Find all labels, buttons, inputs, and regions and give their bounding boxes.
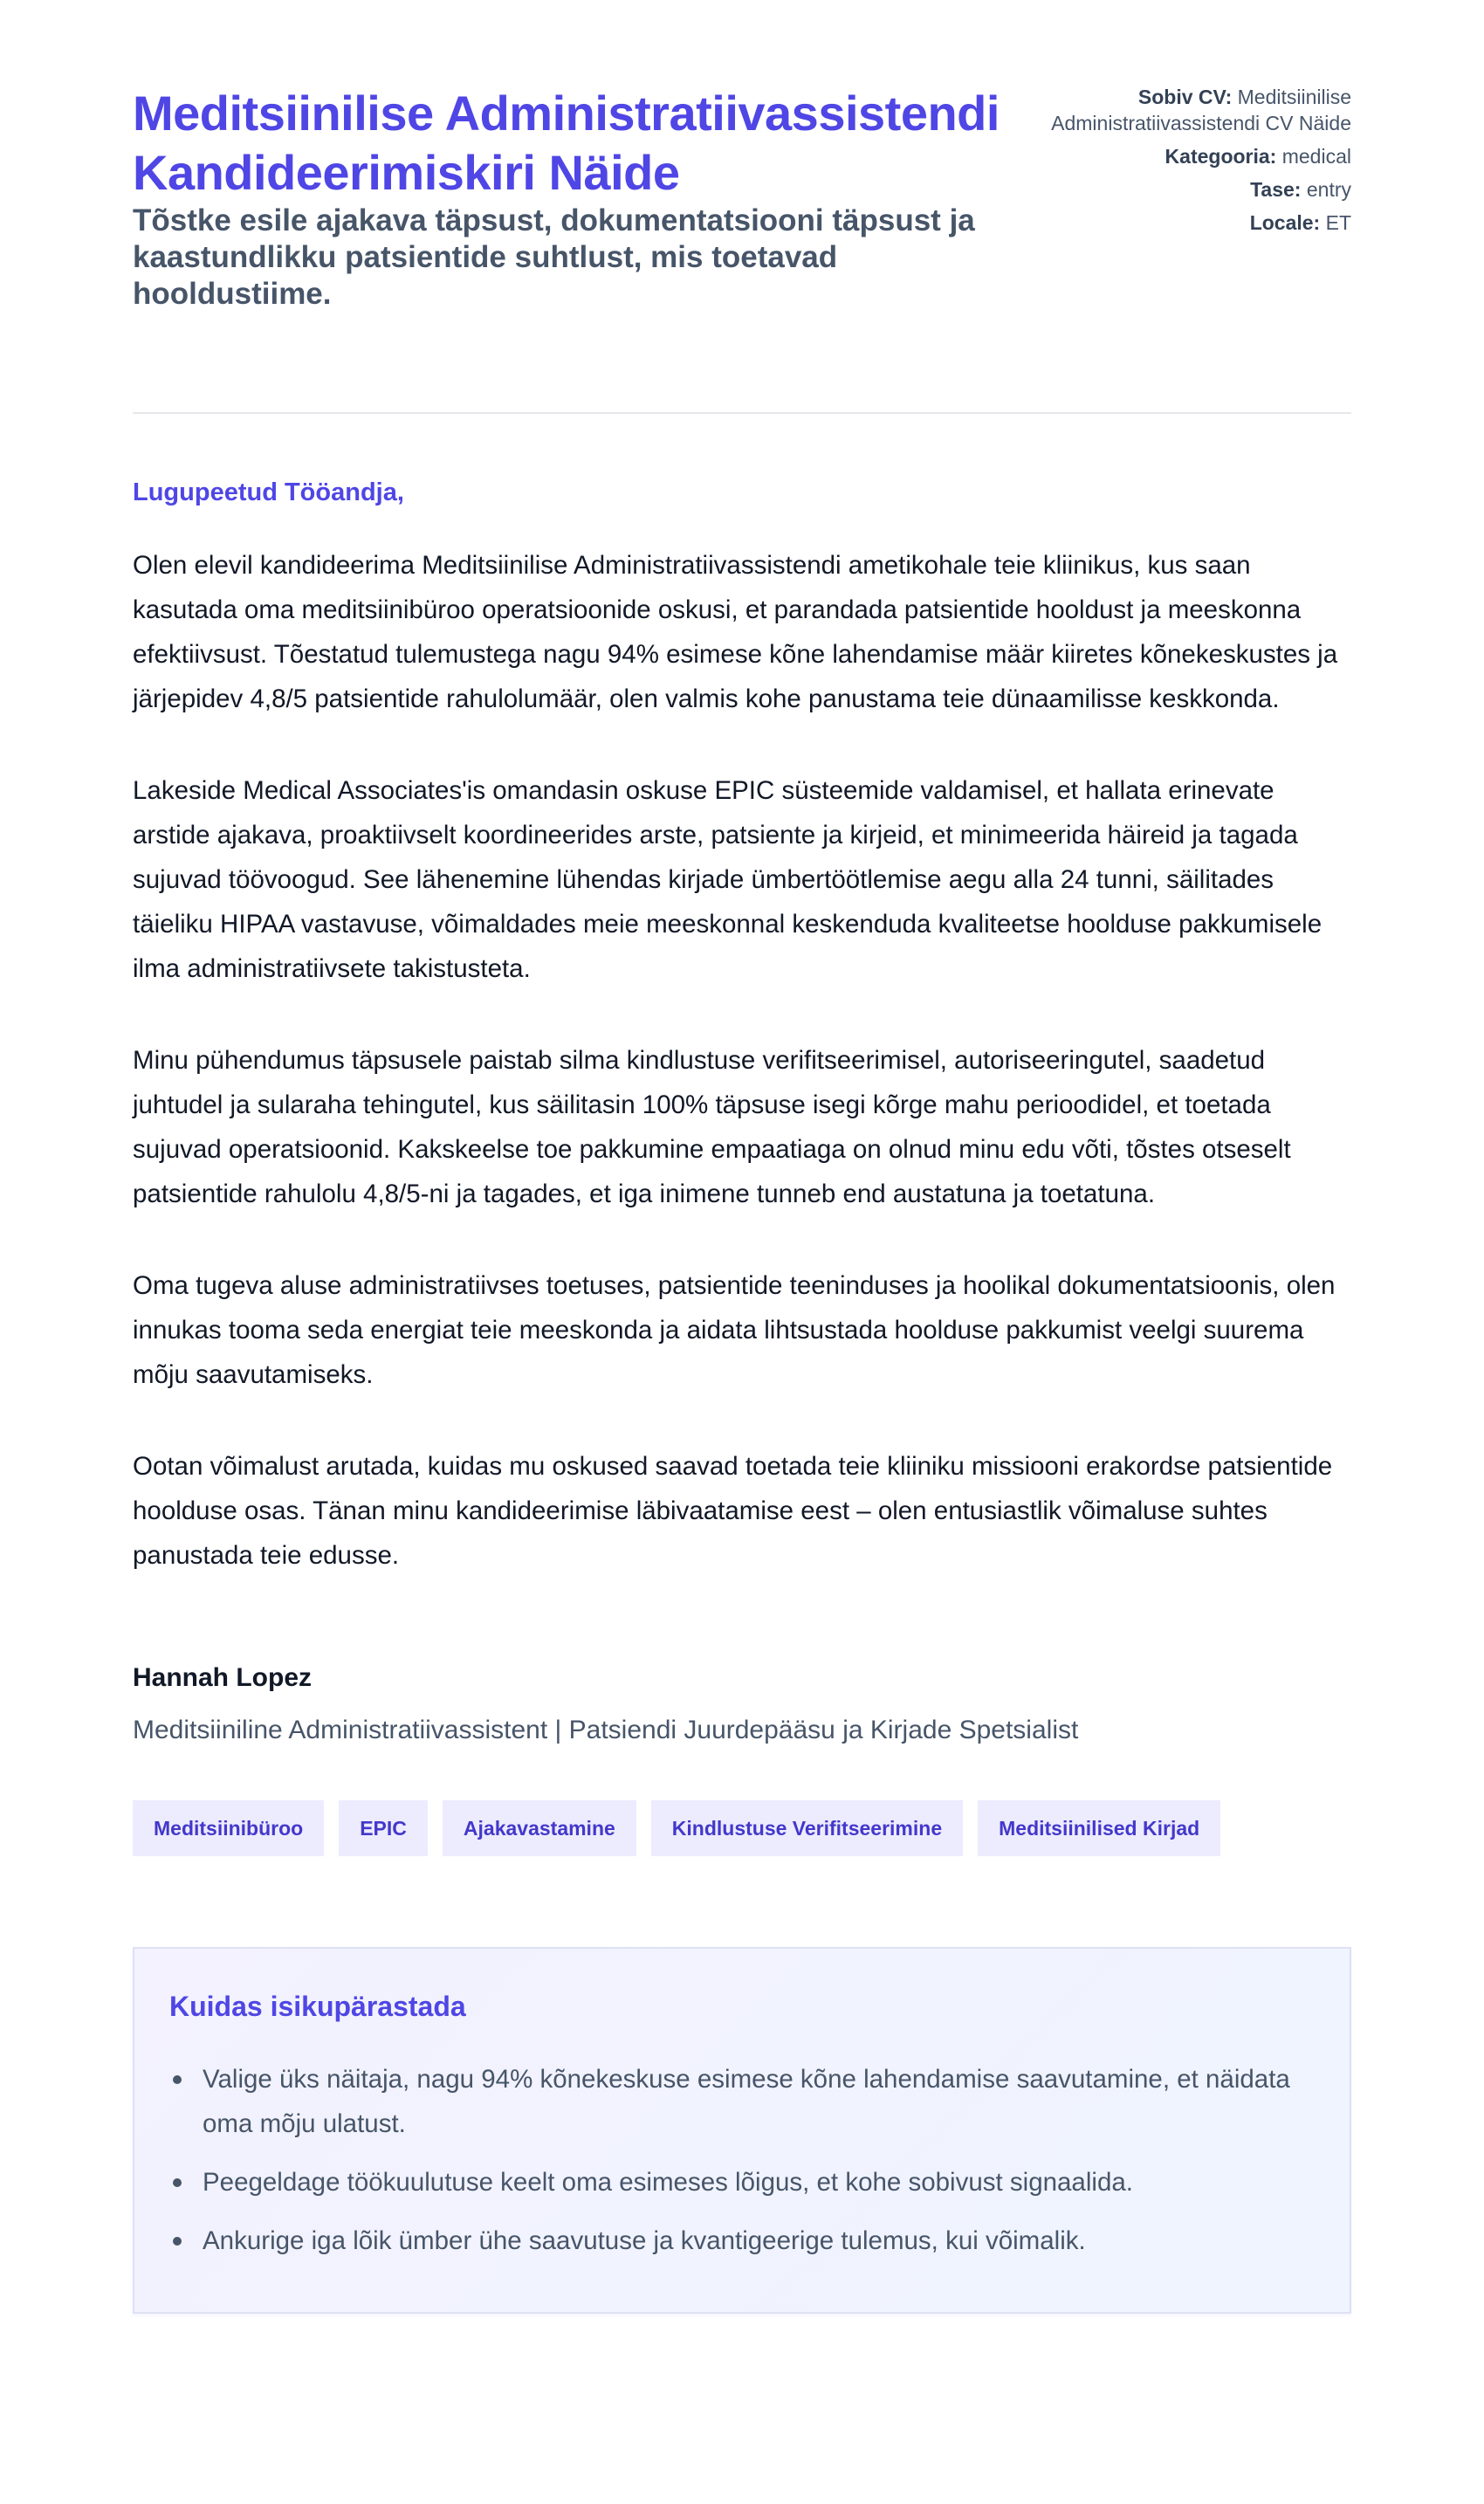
meta-cv [1002, 84, 1351, 136]
meta-level [1002, 176, 1351, 203]
signature-name: Hannah Lopez [133, 1663, 313, 1692]
skill-tag: Ajakavastamine [443, 1800, 636, 1856]
letter-paragraph: Ootan võimalust arutada, kuidas mu oskused saavad toetada teie kliiniku missiooni erakordse patsientide hoolduse osas. Tänan minu kandideerimise läbivaatamise eest – olen entusiastlik võimaluse suhtes panustada teie edusse. [133, 1452, 1333, 1570]
salutation: Lugupeetud Tööandja, [133, 478, 404, 506]
letter-paragraph: Olen elevil kandideerima Meditsiinilise Administratiivassistendi ametikohale teie kliinikus, kus saan kasutada oma meditsiinibüroo operatsioonide oskusi, et parandada patsientide hooldust ja meeskonna efektiivsust. Tõestatud tulemustega nagu 94% esimese kõne lahendamise määr kiiretes kõnekeskustes ja järjepidev 4,8/5 patsientide rahulolumäär, olen valmis kohe panustama teie dünaamilisse keskkonda. [133, 551, 1338, 713]
meta-level-value: entry [1306, 178, 1351, 201]
tips-item-text: Ankurige iga lõik ümber ühe saavutuse ja kvantigeerige tulemus, kui võimalik. [203, 2226, 1086, 2255]
meta-cv-value: Meditsiinilise Administratiivassistendi CV Näide [1051, 86, 1351, 134]
personalization-tips [133, 1947, 1351, 2314]
tips-item-text: Valige üks näitaja, nagu 94% kõnekeskuse esimese kõne lahendamise saavutamine, et näidata oma mõju ulatust. [203, 2065, 1290, 2138]
tips-item [169, 2057, 1315, 2146]
meta-locale-value: ET [1325, 211, 1351, 234]
bullet-icon [173, 2178, 182, 2187]
title-block [133, 84, 1014, 313]
meta-panel [1002, 84, 1351, 243]
letter-paragraph: Oma tugeva aluse administratiivses toetuses, patsientide teeninduses ja hoolikal dokumentatsioonis, olen innukas tooma seda energiat teie meeskonda ja aidata lihtsustada hoolduse pakkumist veelgi suurema mõju saavutamiseks. [133, 1271, 1336, 1389]
meta-locale-label: Locale: [1249, 211, 1321, 234]
letter-body [133, 475, 1351, 2314]
page-subtitle: Tõstke esile ajakava täpsust, dokumentatsiooni täpsust ja kaastundlikku patsientide suhtlust, mis toetavad hooldustiime. [133, 203, 975, 311]
meta-level-label: Tase: [1250, 178, 1302, 201]
meta-cv-label: Sobiv CV: [1137, 86, 1233, 108]
meta-category [1002, 143, 1351, 169]
skill-tag: Kindlustuse Verifitseerimine [651, 1800, 963, 1856]
bullet-icon [173, 2237, 182, 2246]
bullet-icon [173, 2075, 182, 2084]
page-header [133, 0, 1351, 414]
page-title: Meditsiinilise Administratiivassistendi Kandideerimiskiri Näide [133, 86, 1000, 200]
skill-tag: Meditsiinibüroo [133, 1800, 324, 1856]
signature-block [133, 1661, 1351, 1748]
meta-locale [1002, 210, 1351, 236]
signature-title: Meditsiiniline Administratiivassistent | Patsiendi Juurdepääsu ja Kirjade Spetsialist [133, 1716, 1079, 1744]
skill-tags [133, 1800, 1351, 1856]
letter-paragraph: Minu pühendumus täpsusele paistab silma kindlustuse verifitseerimisel, autoriseeringutel, saadetud juhtudel ja sularaha tehingutel, kus säilitasin 100% täpsuse isegi kõrge mahu perioodidel, et toetada sujuvad operatsioonid. Kakskeelse toe pakkumine empaatiaga on olnud minu edu võti, tõstes otseselt patsientide rahulolu 4,8/5-ni ja tagades, et iga inimene tunneb end austatuna ja toetatuna. [133, 1046, 1291, 1208]
tips-item-text: Peegeldage töökuulutuse keelt oma esimeses lõigus, et kohe sobivust signaalida. [203, 2168, 1133, 2197]
letter-paragraph: Lakeside Medical Associates'is omandasin oskuse EPIC süsteemide valdamisel, et hallata erinevate arstide ajakava, proaktiivselt koordineerides arste, patsiente ja kirjeid, et minimeerida häireid ja tagada sujuvad töövoogud. See lähenemine lühendas kirjade ümbertöötlemise aegu alla 24 tunni, säilitades täieliku HIPAA vastavuse, võimaldades meie meeskonnal keskenduda kvaliteetse hoolduse pakkumisele ilma administratiivsete takistusteta. [133, 776, 1323, 983]
tips-item [169, 2219, 1315, 2263]
tips-item [169, 2160, 1315, 2205]
letter-paragraphs [133, 543, 1351, 1578]
cover-letter-page [133, 0, 1351, 2314]
tips-title: Kuidas isikupärastada [169, 1991, 466, 2022]
skill-tag: Meditsiinilised Kirjad [978, 1800, 1220, 1856]
tips-list [169, 2057, 1315, 2263]
meta-category-value: medical [1281, 145, 1351, 168]
skill-tag: EPIC [339, 1800, 428, 1856]
meta-category-label: Kategooria: [1165, 145, 1277, 168]
